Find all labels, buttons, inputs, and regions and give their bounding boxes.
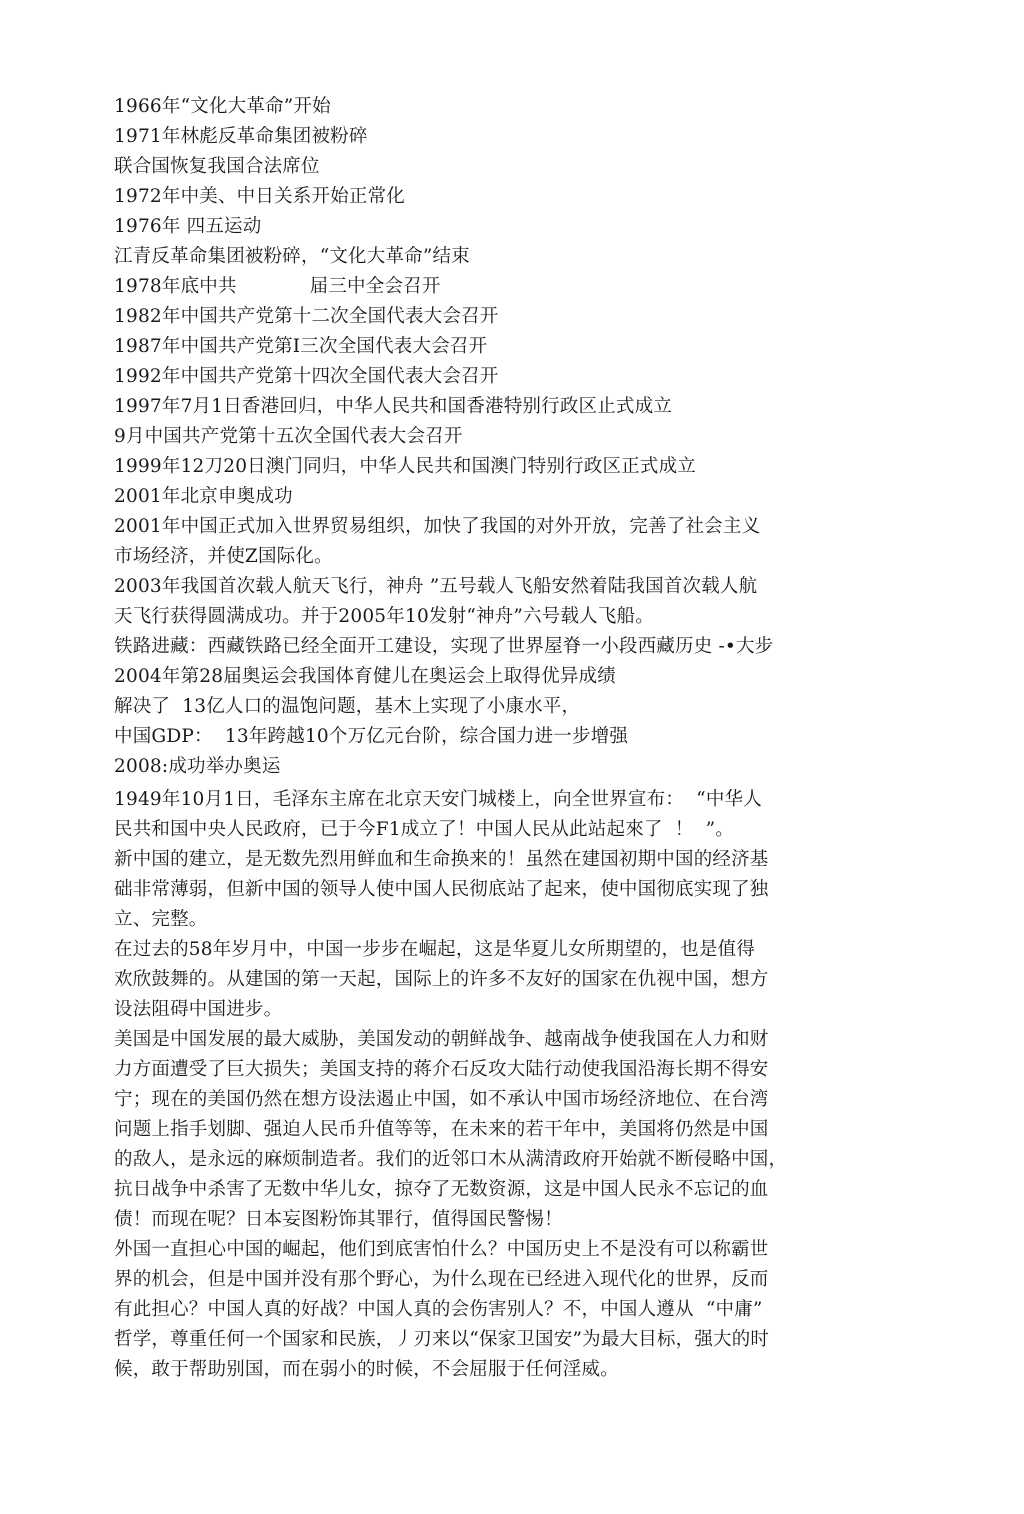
text-line: 市场经济，并使Z国际化。 [114,546,333,567]
document-body [114,92,894,1385]
text-line: 天飞行获得圆满成功。并于2005年10发射“神舟”六号载人飞船。 [114,606,654,627]
text-line: 立、完整。 [114,909,208,930]
text-line: 在过去的58年岁月中，中国一步步在崛起，这是华夏儿女所期望的，也是值得 [114,939,756,960]
text-line: 2004年第28届奥运会我国体育健儿在奥运会上取得优异成绩 [114,666,616,687]
text-line: 2001年中国正式加入世界贸易组织，加快了我国的对外开放，完善了社会主义 [114,516,761,537]
text-line: 2001年北京申奥成功 [114,486,293,507]
text-line: 1999年12刀20日澳门同归，中华人民共和国澳门特别行政区正式成立 [114,456,696,477]
text-line: 中国GDP： 13年跨越10个万亿元台阶，综合国力进一步增强 [114,726,629,747]
text-line: 1949年10月1日，毛泽东主席在北京天安门城楼上，向全世界宣布： “中华人 [114,789,762,810]
text-line: 江青反革命集团被粉碎，“文化大革命”结束 [114,246,470,267]
text-line: 候，敢于帮助别国，而在弱小的时候，不会屈服于任何淫威。 [114,1359,619,1380]
text-line: 民共和国中央人民政府，已于今F1成立了！中国人民从此站起來了 ！ ”。 [114,819,734,840]
text-line: 界的机会，但是中国并没有那个野心，为什么现在已经进入现代化的世界，反而 [114,1269,769,1290]
text-line: 1972年中美、中日关系开始正常化 [114,186,405,207]
text-line: 问题上指手划脚、强迫人民币升值等等，在未来的若干年中，美国将仍然是中国 [114,1119,769,1140]
text-line: 新中国的建立，是无数先烈用鲜血和生命换来的！虽然在建国初期中国的经济基 [114,849,769,870]
text-line: 设法阻碍中国进步。 [114,999,283,1020]
text-line: 1966年“文化大革命”开始 [114,96,331,117]
text-line: 力方面遭受了巨大损失；美国支持的蒋介石反攻大陆行动使我国沿海长期不得安 [114,1059,769,1080]
text-line: 1992年中国共产党第十四次全国代表大会召开 [114,366,499,387]
text-line: 1971年林彪反革命集团被粉碎 [114,126,368,147]
text-line: 1976年 四五运动 [114,216,262,237]
text-line: 铁路进藏：西藏铁路已经全面开工建设，实现了世界屋脊一小段西藏历史 -•大步 [114,636,774,657]
text-line: 1987年中国共产党第I三次全国代表大会召开 [114,336,488,357]
text-line: 解决了 13亿人口的温饱问题，基木上实现了小康水平， [114,696,581,717]
text-line: 哲学，尊重任何一个国家和民族，丿刃来以“保家卫国安”为最大目标，强大的时 [114,1329,770,1350]
text-line: 债！而现在呢？日本妄图粉饰其罪行，值得国民警惕！ [114,1209,563,1230]
text-line: 础非常薄弱，但新中国的领导人使中国人民彻底站了起来，使中国彻底实现了独 [114,879,769,900]
text-line: 欢欣鼓舞的。从建国的第一天起，国际上的许多不友好的国家在仇视中国，想方 [114,969,769,990]
text-line: 9月中国共产党第十五次全国代表大会召开 [114,426,463,447]
text-line: 外国一直担心中国的崛起，他们到底害怕什么？中国历史上不是没有可以称霸世 [114,1239,769,1260]
text-line: 美国是中国发展的最大威胁，美国发动的朝鲜战争、越南战争使我国在人力和财 [114,1029,769,1050]
text-line: 有此担心？中国人真的好战？中国人真的会伤害别人？不，中国人遵从 “中庸” [114,1299,763,1320]
text-line: 联合国恢复我国合法席位 [114,156,320,177]
text-line: 2008:成功举办奥运 [114,756,281,777]
text-line: 1997年7月1日香港回归，中华人民共和国香港特别行政区止式成立 [114,396,673,417]
text-line: 2003年我国首次载人航天飞行，神舟 ”五号载人飞船安然着陆我国首次载人航 [114,576,758,597]
text-line: 宁；现在的美国仍然在想方设法遏止中国，如不承认中国市场经济地位、在台湾 [114,1089,769,1110]
text-line: 1982年中国共产党第十二次全国代表大会召开 [114,306,499,327]
text-line: 抗日战争中杀害了无数中华儿女，掠夺了无数资源，这是中国人民永不忘记的血 [114,1179,769,1200]
text-line: 1978年底中共 届三中全会召开 [114,276,441,297]
text-line: 的敌人，是永远的麻烦制造者。我们的近邻口木从满清政府开始就不断侵略中国， [114,1149,788,1170]
